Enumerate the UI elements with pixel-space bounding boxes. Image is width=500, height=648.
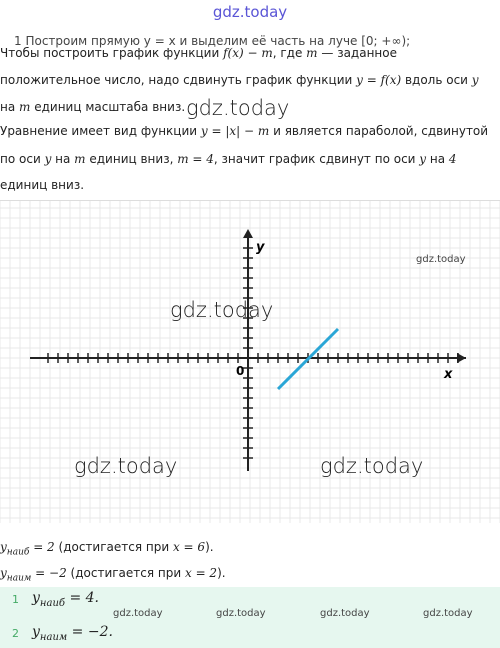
math: 4: [448, 152, 457, 166]
math: y: [0, 540, 7, 554]
text: вдоль оси: [401, 73, 472, 87]
math: m = 4: [177, 152, 214, 166]
paragraph-line: [0, 46, 397, 60]
math: x = 2: [184, 566, 218, 580]
math: = 2: [29, 540, 55, 554]
axes: [30, 229, 466, 471]
text: единиц масштаба вниз.: [30, 100, 186, 114]
result-min: [0, 566, 226, 585]
text: (достигается при: [54, 540, 173, 554]
text: и является параболой, сдвинутой: [269, 124, 489, 138]
watermark: gdz.today: [320, 454, 424, 478]
origin-label: 0: [236, 364, 245, 378]
answer-line: [32, 624, 113, 643]
math: x = 6: [172, 540, 206, 554]
watermark: gdz.today: [320, 608, 370, 619]
math: y: [32, 624, 40, 640]
math: m: [74, 152, 86, 166]
result-max: [0, 540, 214, 559]
text: ).: [205, 540, 214, 554]
text: на: [51, 152, 75, 166]
answer-number: 1: [12, 593, 19, 606]
x-axis-label: x: [444, 367, 453, 382]
math: y: [471, 73, 479, 87]
math-sub: наим: [39, 631, 68, 643]
paragraph-line: [0, 124, 488, 138]
text: — заданное: [317, 46, 397, 60]
text: (достигается при: [66, 566, 185, 580]
math: m: [19, 100, 31, 114]
paragraph-line: [0, 100, 185, 114]
text: на: [0, 100, 20, 114]
text: на: [426, 152, 449, 166]
math-sub: наиб: [39, 597, 66, 609]
y-axis-arrow: [243, 229, 253, 238]
answer-block: [0, 587, 500, 648]
math: y: [44, 152, 52, 166]
watermark-top: gdz.today: [212, 3, 288, 21]
text: единиц вниз.: [0, 178, 85, 192]
text: единиц вниз,: [85, 152, 178, 166]
watermark: gdz.today: [74, 454, 178, 478]
text: , где: [272, 46, 307, 60]
math: y = |x| − m: [200, 124, 270, 138]
watermark: gdz.today: [113, 608, 163, 619]
math: y: [0, 566, 7, 580]
math: = −2: [31, 566, 67, 580]
text: ).: [217, 566, 226, 580]
text: положительное число, надо сдвинуть график функции: [0, 73, 357, 87]
math-sub: наиб: [6, 547, 30, 558]
paragraph-line: [0, 178, 84, 192]
math: y = f(x): [356, 73, 402, 87]
text: Уравнение имеет вид функции: [0, 124, 201, 138]
watermark: gdz.today: [170, 298, 274, 322]
paragraph-line: [0, 73, 479, 87]
y-axis-label: y: [256, 240, 265, 255]
math: = 4.: [65, 590, 100, 606]
answer-number: 2: [12, 627, 19, 640]
watermark: gdz.today: [186, 96, 290, 120]
text: Чтобы построить график функции: [0, 46, 224, 60]
math: y: [32, 590, 40, 606]
math: y: [419, 152, 427, 166]
answer-line: [32, 590, 99, 609]
math-sub: наим: [6, 573, 32, 584]
paragraph-line: [0, 152, 457, 166]
watermark: gdz.today: [416, 254, 466, 265]
text: по оси: [0, 152, 45, 166]
watermark: gdz.today: [216, 608, 266, 619]
text: , значит график сдвинут по оси: [213, 152, 420, 166]
cut-off-line: 1 Построим прямую y = x и выделим её часть на луче [0; +∞);: [14, 34, 411, 48]
watermark: gdz.today: [423, 608, 473, 619]
math: = −2.: [67, 624, 113, 640]
math: m: [306, 46, 318, 60]
math: f(x) − m: [223, 46, 273, 60]
